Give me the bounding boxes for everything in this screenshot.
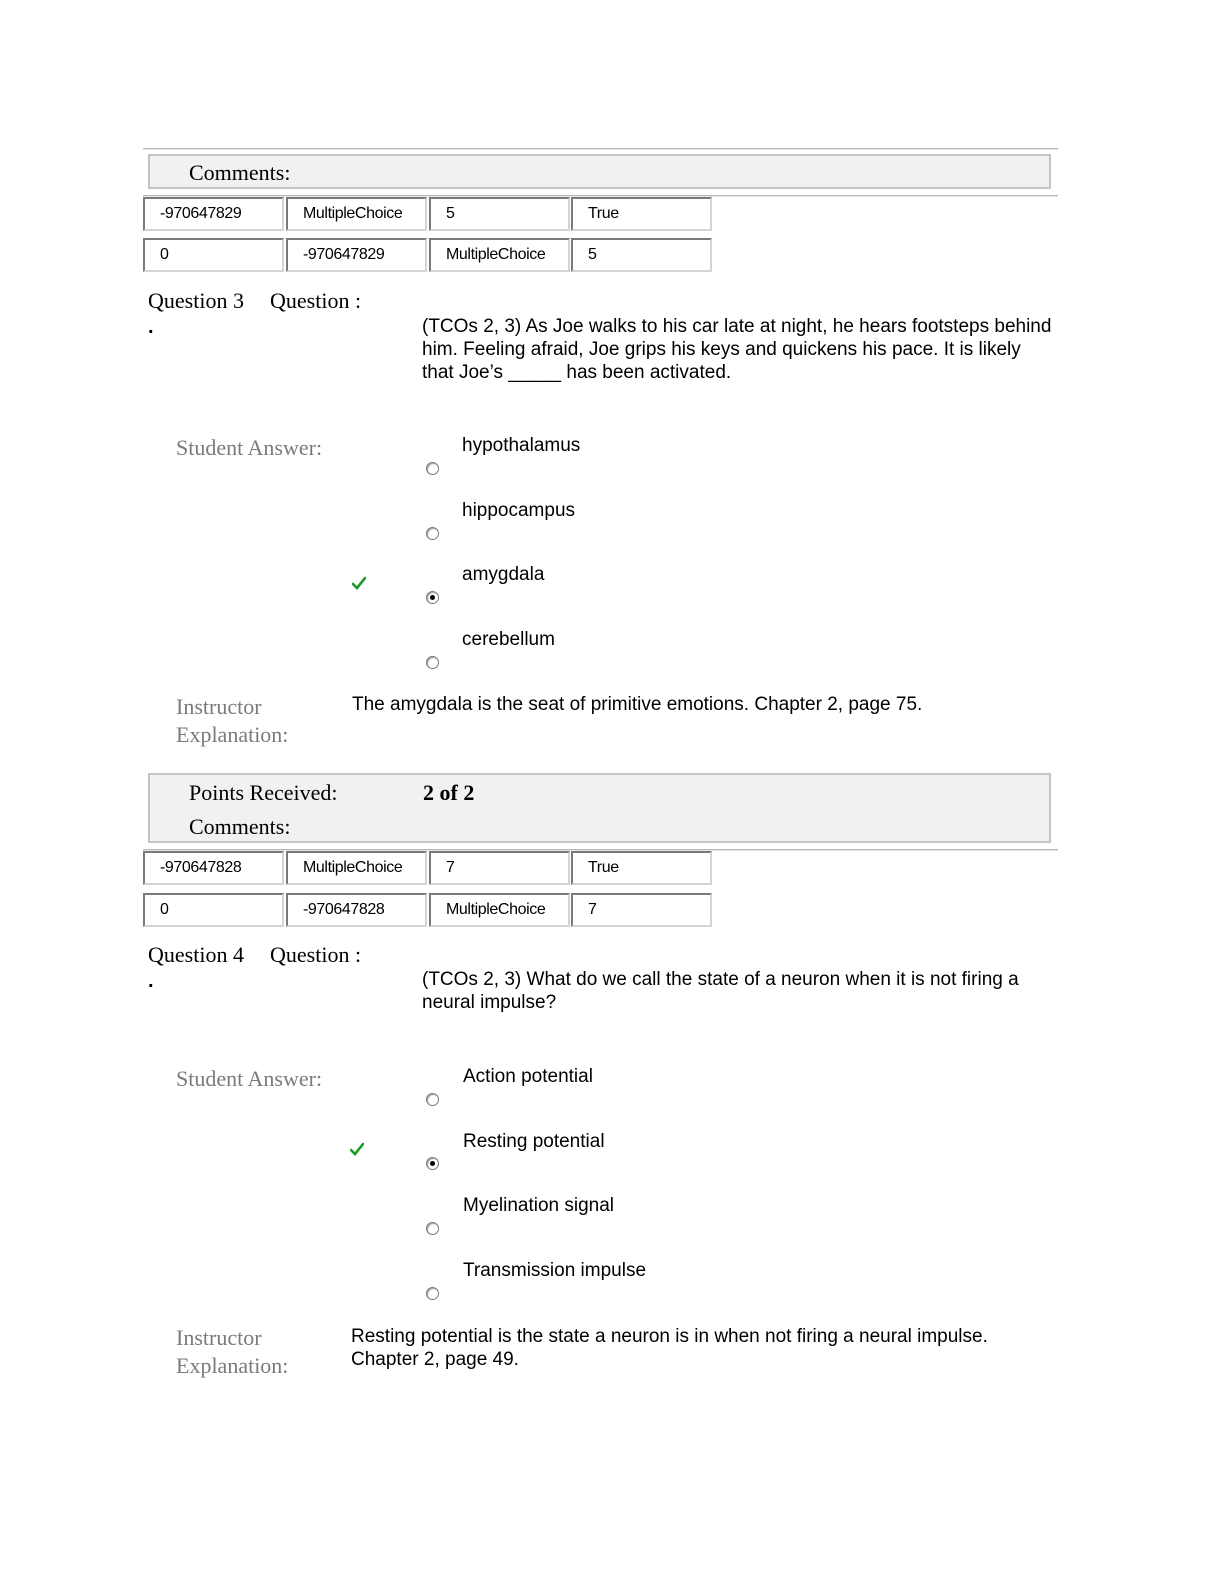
answer-option-label: Action potential [463,1066,593,1087]
radio-option[interactable] [426,1222,439,1235]
radio-option-selected[interactable] [426,591,439,604]
instructor-explanation: The amygdala is the seat of primitive emotions. Chapter 2, page 75. [352,694,923,715]
radio-option[interactable] [426,1093,439,1106]
separator-top [143,148,1058,150]
answer-option-label: Myelination signal [463,1195,615,1216]
table-cell: True [571,197,712,231]
table-cell: -970647829 [286,238,427,272]
points-received-label: Points Received: [189,780,338,805]
radio-option[interactable] [426,527,439,540]
answer-option-label: hippocampus [462,500,576,521]
question-dot: . [148,316,154,338]
instructor-explanation: Resting potential is the state a neuron is in when not firing a neural impulse. Chapter 2, page 49. [351,1326,988,1370]
answer-option-label: Transmission impulse [463,1260,647,1281]
table-cell: 5 [571,238,712,272]
answer-option-label: Resting potential [463,1131,605,1152]
table-cell: 7 [571,893,712,927]
table-cell: MultipleChoice [429,893,570,927]
question-label: Question : [270,288,362,313]
table-cell: 0 [143,893,284,927]
student-answer-label: Student Answer: [176,435,323,460]
table-cell: 5 [429,197,570,231]
radio-option[interactable] [426,656,439,669]
answer-option-label: amygdala [462,564,545,585]
points-box [148,773,1051,843]
table-cell: 0 [143,238,284,272]
table-cell: -970647828 [143,851,284,885]
radio-option[interactable] [426,1287,439,1300]
question-text: (TCOs 2, 3) As Joe walks to his car late at night, he hears footsteps behind him. Feeling afraid, Joe grips his keys and quickens his pace. It is likely that Joe’s _____ has been activated. [422,316,1052,383]
table-cell: MultipleChoice [286,851,427,885]
points-value: 2 of 2 [423,780,475,805]
answer-option-label: cerebellum [462,629,555,650]
comments-label: Comments: [189,160,291,185]
explanation-label: Explanation: [176,1353,289,1378]
question-dot: . [148,970,154,992]
radio-option[interactable] [426,462,439,475]
question-text: (TCOs 2, 3) What do we call the state of a neuron when it is not firing a neural impulse? [422,969,1019,1013]
table-cell: MultipleChoice [286,197,427,231]
student-answer-label: Student Answer: [176,1066,323,1091]
explanation-label: Explanation: [176,722,289,747]
question-label: Question : [270,942,362,967]
question-number: Question 3 [148,288,244,313]
radio-option-selected[interactable] [426,1157,439,1170]
check-icon [350,1142,364,1156]
comments-label: Comments: [189,814,291,839]
table-cell: MultipleChoice [429,238,570,272]
table-cell: 7 [429,851,570,885]
table-cell: -970647829 [143,197,284,231]
instructor-label: Instructor [176,694,262,719]
comments-box-1 [148,154,1051,189]
answer-option-label: hypothalamus [462,435,581,456]
instructor-label: Instructor [176,1325,262,1350]
table-cell: -970647828 [286,893,427,927]
question-number: Question 4 [148,942,244,967]
table-cell: True [571,851,712,885]
check-icon [352,576,366,590]
